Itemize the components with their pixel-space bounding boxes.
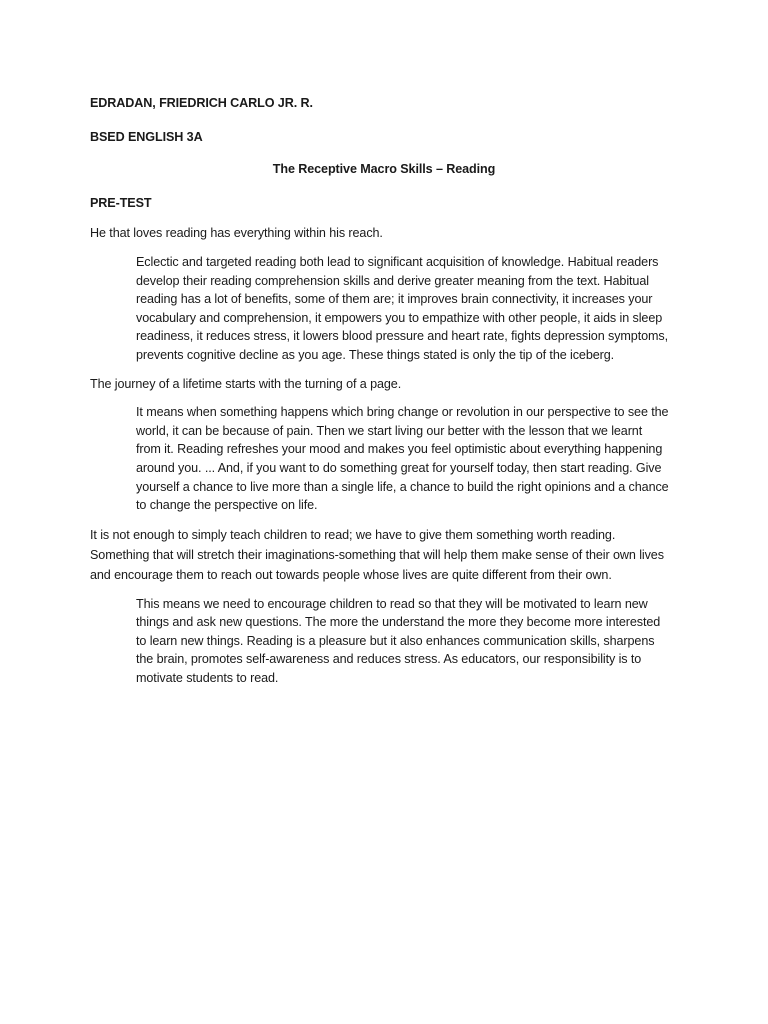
student-name: EDRADAN, FRIEDRICH CARLO JR. R. bbox=[90, 96, 313, 110]
response-2: It means when something happens which bring change or revolution in our perspective to see the world, it can be because of pain. Then we start living our better with the lesson that we learnt from it. Reading refreshes your mood and makes you feel optimistic about everything happening around you. ... And, if you want to do something great for yourself today, then start reading. Give yourself a chance to live more than a single life, a chance to build the right opinions and a chance to change the perspective on life. bbox=[136, 405, 669, 513]
quote-2: The journey of a lifetime starts with the turning of a page. bbox=[90, 376, 402, 391]
response-1: Eclectic and targeted reading both lead to significant acquisition of knowledge. Habitual readers develop their reading comprehension skills and derive greater meaning from the text. Habitual reading has a lot of benefits, some of them are; it improves brain connectivity, it increases your vocabulary and comprehension, it empowers you to empathize with other people, it aids in sleep readiness, it reduces stress, it lowers blood pressure and heart rate, fights depression symptoms, prevents cognitive decline as you age. These things stated is only the tip of the iceberg. bbox=[136, 254, 668, 362]
quote-1: He that loves reading has everything within his reach. bbox=[90, 226, 383, 241]
response-3: This means we need to encourage children to read so that they will be motivated to learn new things and ask new questions. The more the understand the more they become more interested to learn new things. Reading is a pleasure but it also enhances communication skills, sharpens the brain, promotes self-awareness and reduces stress. As educators, our responsibility is to motivate students to read. bbox=[136, 596, 661, 686]
course-section: BSED ENGLISH 3A bbox=[90, 129, 203, 144]
quote-3: It is not enough to simply teach children to read; we have to give them something worth reading. Something that will stretch their imaginations-something that will help them make sense of their own lives and encourage them to reach out towards people whose lives are quite different from their own. bbox=[90, 527, 664, 582]
section-heading: PRE-TEST bbox=[90, 195, 152, 210]
document-title: The Receptive Macro Skills – Reading bbox=[272, 162, 496, 177]
